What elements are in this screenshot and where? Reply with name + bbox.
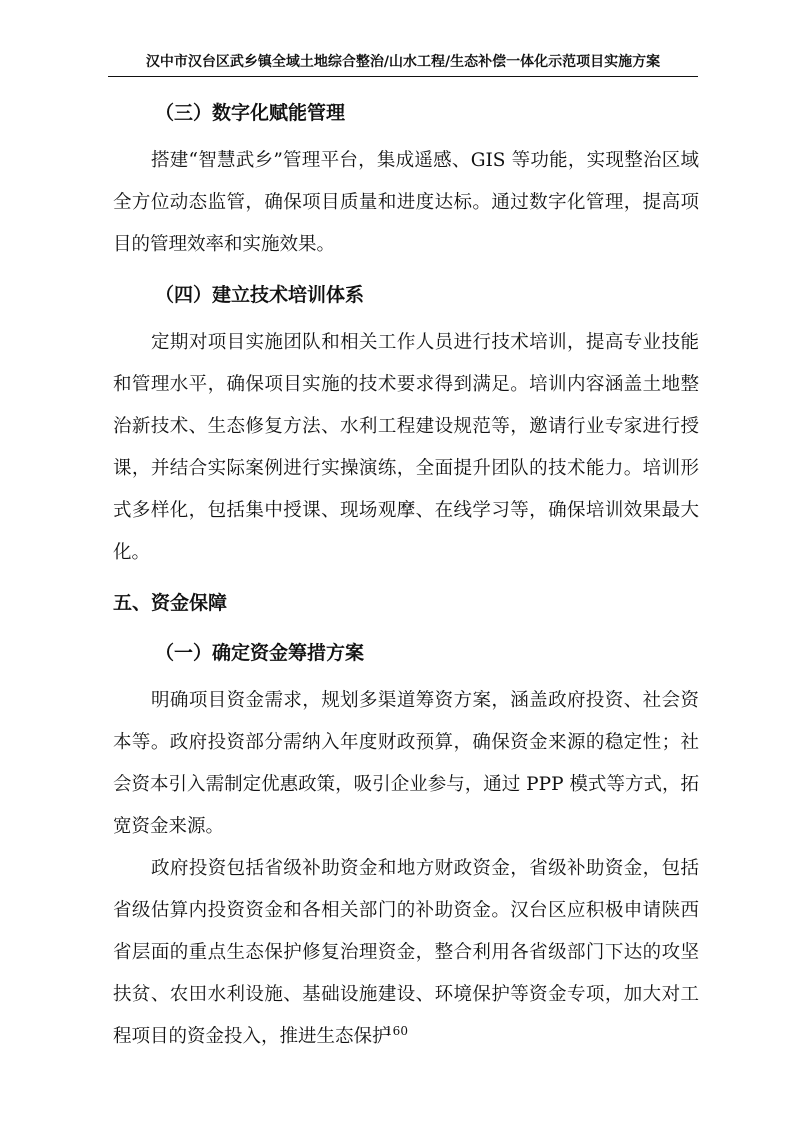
- page-header: [108, 52, 698, 77]
- page-content: [113, 92, 699, 1058]
- document-title: 汉中市汉台区武乡镇全域土地综合整治/山水工程/生态补偿一体化示范项目实施方案: [145, 54, 661, 70]
- paragraph-funding-plan: 明确项目资金需求，规划多渠道筹资方案，涵盖政府投资、社会资本等。政府投资部分需纳入年度财政预算，确保资金来源的稳定性；社会资本引入需制定优惠政策，吸引企业参与，通过 PPP 模式等方式，拓宽资金来源。: [113, 690, 699, 837]
- section-heading-training: （四）建立技术培训体系: [155, 284, 365, 306]
- section-heading-funding-plan: （一）确定资金筹措方案: [155, 642, 365, 664]
- page-number: 160: [385, 1024, 408, 1038]
- paragraph-training: 定期对项目实施团队和相关工作人员进行技术培训，提高专业技能和管理水平，确保项目实施的技术要求得到满足。培训内容涵盖土地整治新技术、生态修复方法、水利工程建设规范等，邀请行业专家进行授课，并结合实际案例进行实操演练，全面提升团队的技术能力。培训形式多样化，包括集中授课、现场观摩、在线学习等，确保培训效果最大化。: [113, 332, 699, 563]
- paragraph-government-investment: 政府投资包括省级补助资金和地方财政资金，省级补助资金，包括省级估算内投资资金和各相关部门的补助资金。汉台区应积极申请陕西省层面的重点生态保护修复治理资金，整合利用各省级部门下达的攻坚扶贫、农田水利设施、基础设施建设、环境保护等资金专项，加大对工程项目的资金投入，推进生态保护: [113, 858, 699, 1047]
- section-heading-funding: 五、资金保障: [113, 592, 228, 614]
- section-heading-digital: （三）数字化赋能管理: [155, 102, 346, 124]
- paragraph-digital: 搭建“智慧武乡”管理平台，集成遥感、GIS 等功能，实现整治区域全方位动态监管，确保项目质量和进度达标。通过数字化管理，提高项目的管理效率和实施效果。: [113, 150, 699, 255]
